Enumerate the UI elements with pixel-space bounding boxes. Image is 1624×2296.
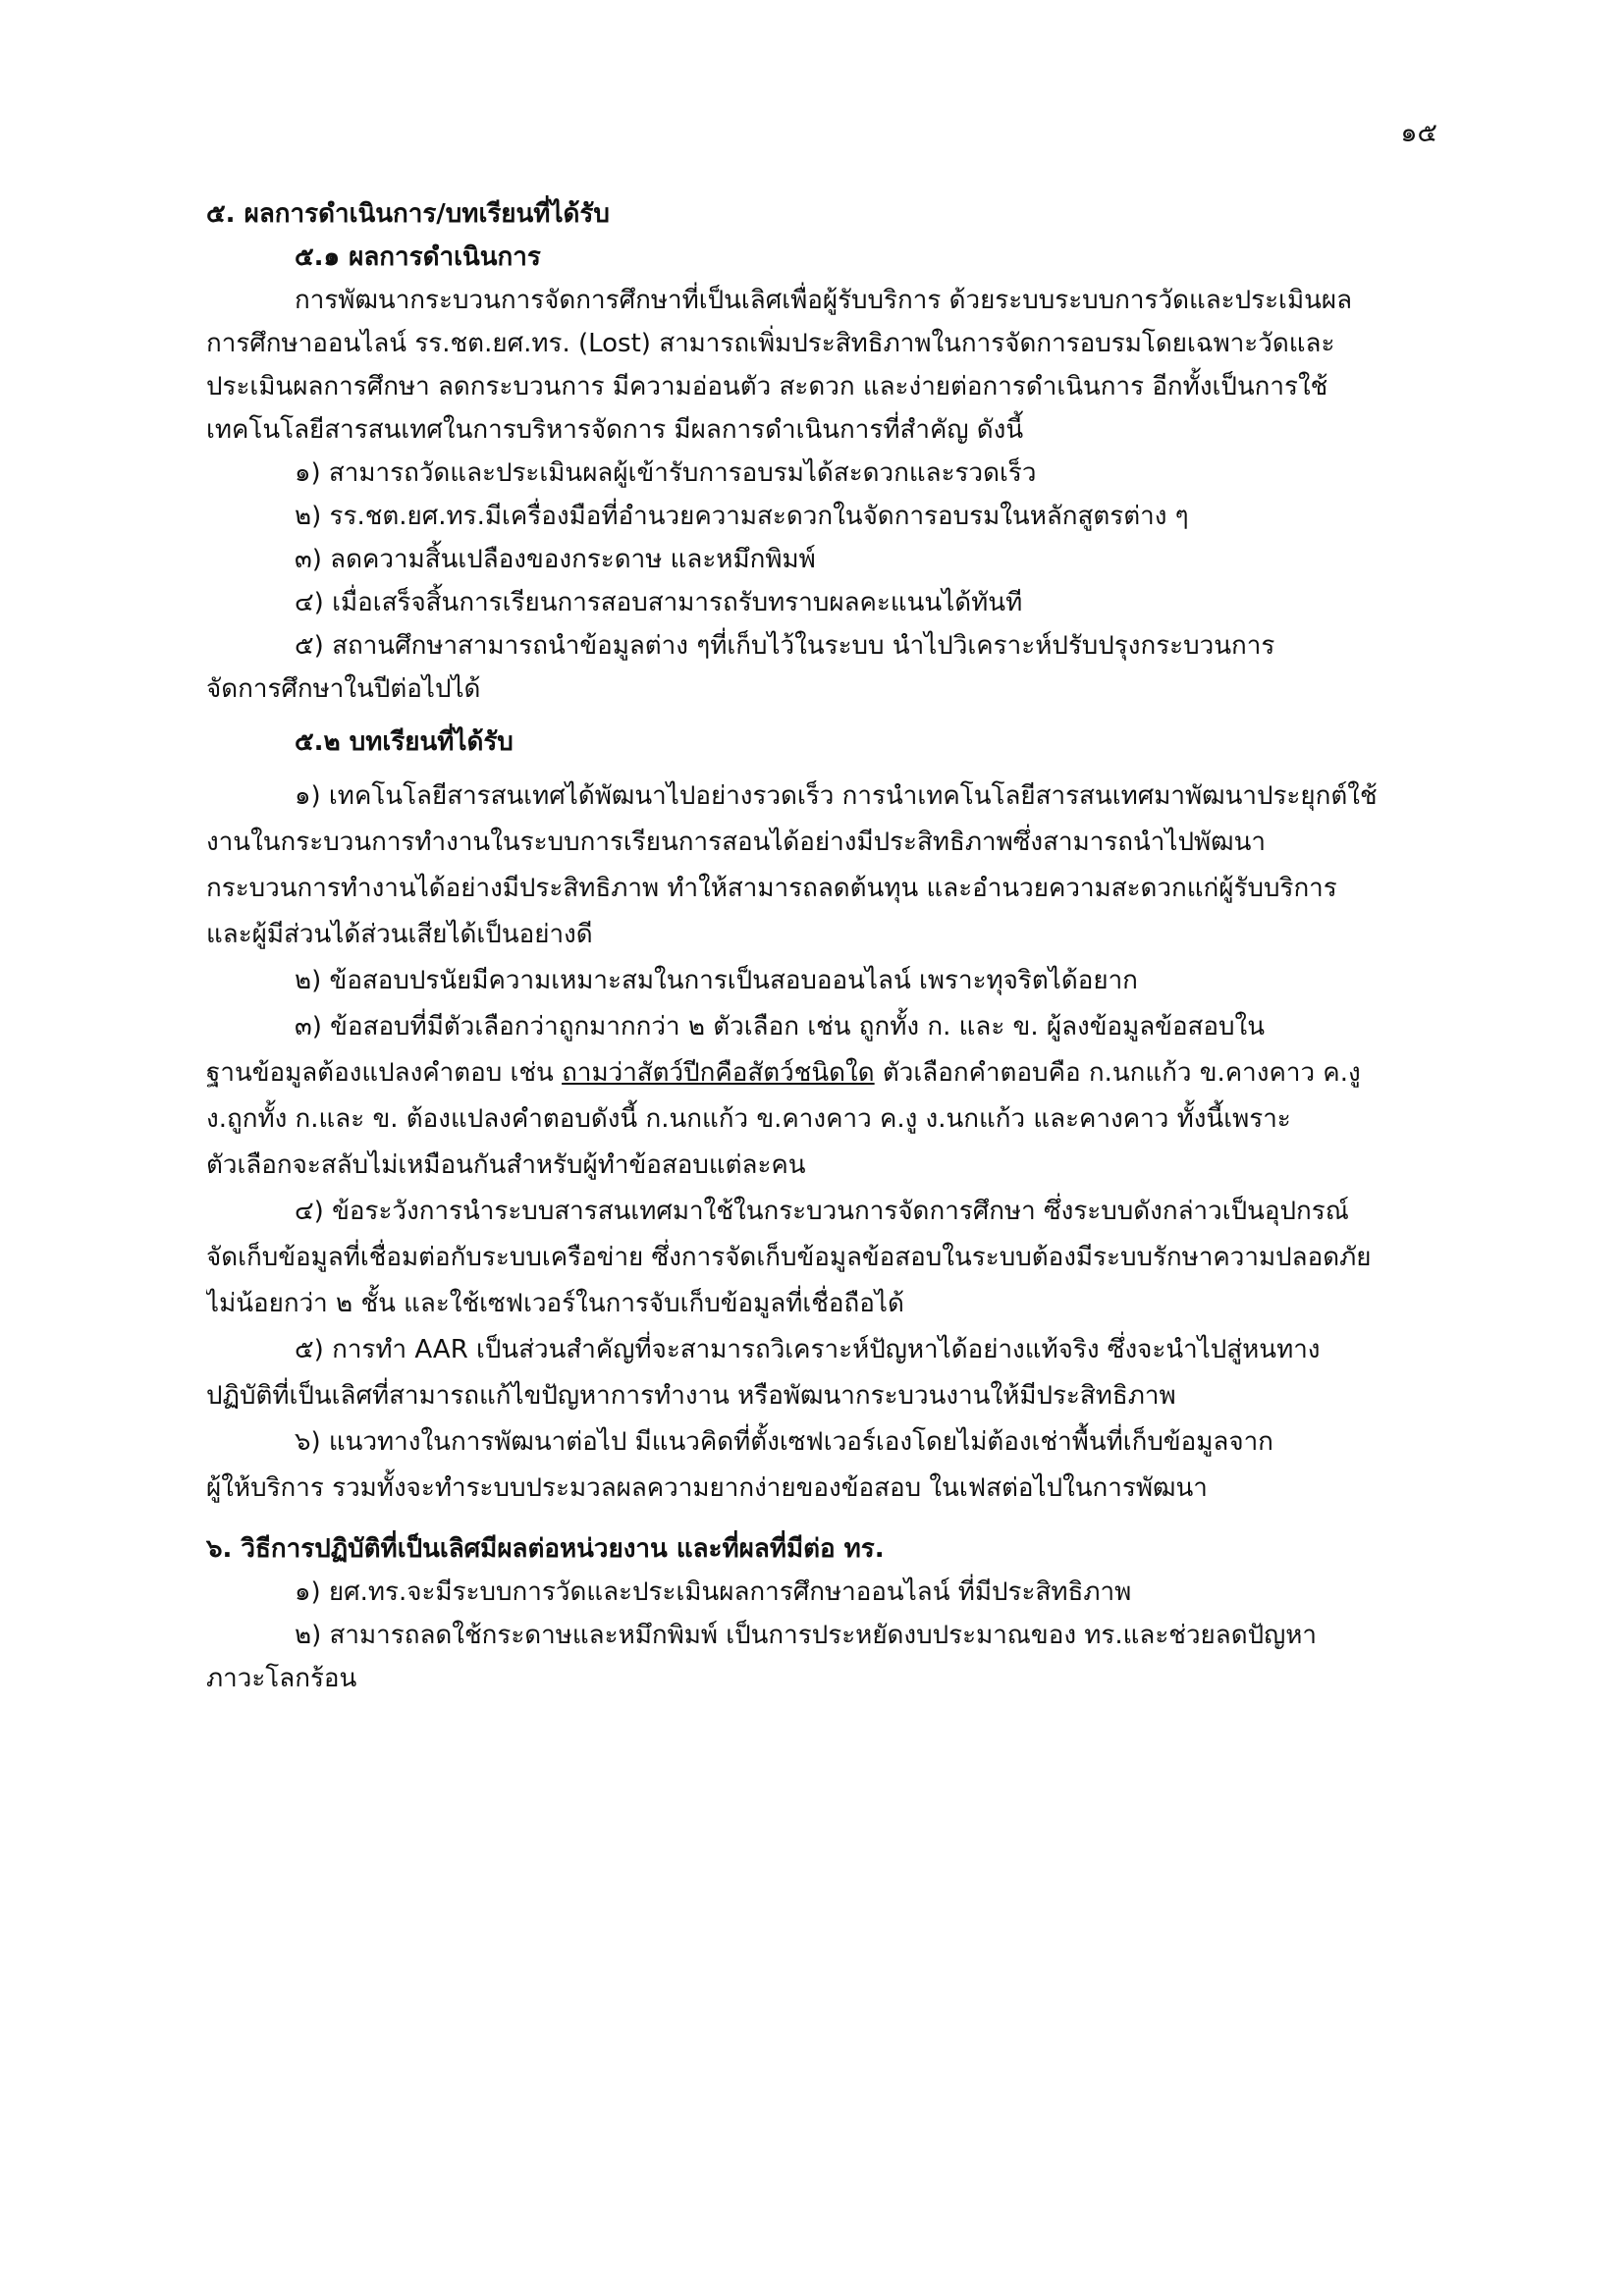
section-5-2-list: [206, 774, 1429, 1512]
list-item: ๒) สามารถลดใช้กระดาษและหมึกพิมพ์ เป็นการประหยัดงบประมาณของ ทร.และช่วยลดปัญหา: [295, 1621, 1317, 1650]
list-item-continuation: ไม่น้อยกว่า ๒ ชั้น และใช้เซฟเวอร์ในการจับเก็บข้อมูลที่เชื่อถือได้: [206, 1289, 904, 1318]
section-6-heading: ๖. วิธีการปฏิบัติที่เป็นเลิศมีผลต่อหน่วยงาน และที่ผลที่มีต่อ ทร.: [206, 1534, 885, 1564]
list-item: ๑) สามารถวัดและประเมินผลผู้เข้ารับการอบรมได้สะดวกและรวดเร็ว: [295, 458, 1037, 488]
page-number: ๑๕: [1400, 118, 1437, 148]
list-item-continuation: จัดเก็บข้อมูลที่เชื่อมต่อกับระบบเครือข่าย ซึ่งการจัดเก็บข้อมูลข้อสอบในระบบต้องมีระบบรักษาความปลอดภัย: [206, 1243, 1372, 1272]
section-5-2-heading: ๕.๒ บทเรียนที่ได้รับ: [295, 727, 514, 757]
list-item: ๔) ข้อระวังการนำระบบสารสนเทศมาใช้ในกระบวนการจัดการศึกษา ซึ่งระบบดังกล่าวเป็นอุปกรณ์: [295, 1197, 1349, 1226]
section-5-1-list: [206, 452, 1429, 711]
list-item: ๖) แนวทางในการพัฒนาต่อไป มีแนวคิดที่ตั้งเซฟเวอร์เองโดยไม่ต้องเช่าพื้นที่เก็บข้อมูลจาก: [295, 1427, 1273, 1457]
underlined-example-question: ถามว่าสัตว์ปีกคือสัตว์ชนิดใด: [562, 1058, 875, 1088]
list-item-continuation: จัดการศึกษาในปีต่อไปได้: [206, 674, 481, 704]
paragraph-line: การพัฒนากระบวนการจัดการศึกษาที่เป็นเลิศเพื่อผู้รับบริการ ด้วยระบบระบบการวัดและประเมินผล: [295, 286, 1353, 315]
section-5-heading: ๕. ผลการดำเนินการ/บทเรียนที่ได้รับ: [206, 199, 610, 229]
list-item: ๓) ลดความสิ้นเปลืองของกระดาษ และหมึกพิมพ์: [295, 545, 816, 574]
list-item: ๒) ข้อสอบปรนัยมีความเหมาะสมในการเป็นสอบออนไลน์ เพราะทุจริตได้อยาก: [295, 966, 1138, 995]
list-item: ๑) ยศ.ทร.จะมีระบบการวัดและประเมินผลการศึกษาออนไลน์ ที่มีประสิทธิภาพ: [295, 1577, 1132, 1607]
list-item-continuation: กระบวนการทำงานได้อย่างมีประสิทธิภาพ ทำให้สามารถลดต้นทุน และอำนวยความสะดวกแก่ผู้รับบริการ: [206, 874, 1337, 903]
paragraph-line: เทคโนโลยีสารสนเทศในการบริหารจัดการ มีผลการดำเนินการที่สำคัญ ดังนี้: [206, 415, 1024, 445]
list-item: ๕) การทำ AAR เป็นส่วนสำคัญที่จะสามารถวิเคราะห์ปัญหาได้อย่างแท้จริง ซึ่งจะนำไปสู่หนทาง: [295, 1335, 1321, 1364]
list-item-continuation: งานในกระบวนการทำงานในระบบการเรียนการสอนได้อย่างมีประสิทธิภาพซึ่งสามารถนำไปพัฒนา: [206, 828, 1266, 857]
list-item: ๑) เทคโนโลยีสารสนเทศได้พัฒนาไปอย่างรวดเร็ว การนำเทคโนโลยีสารสนเทศมาพัฒนาประยุกต์ใช้: [295, 781, 1378, 811]
list-item-continuation: และผู้มีส่วนได้ส่วนเสียได้เป็นอย่างดี: [206, 920, 593, 949]
list-item-continuation: ผู้ให้บริการ รวมทั้งจะทำระบบประมวลผลความยากง่ายของข้อสอบ ในเฟสต่อไปในการพัฒนา: [206, 1473, 1208, 1503]
list-item-continuation: ง.ถูกทั้ง ก.และ ข. ต้องแปลงคำตอบดังนี้ ก.นกแก้ว ข.คางคาว ค.งู ง.นกแก้ว และคางคาว ทั้งนี้เพราะ: [206, 1104, 1291, 1134]
text-segment: ตัวเลือกคำตอบคือ ก.นกแก้ว ข.คางคาว ค.งู: [874, 1058, 1361, 1088]
text-segment: ฐานข้อมูลต้องแปลงคำตอบ เช่น: [206, 1058, 563, 1088]
section-5-1-heading: ๕.๑ ผลการดำเนินการ: [295, 242, 541, 272]
list-item: ๕) สถานศึกษาสามารถนำข้อมูลต่าง ๆที่เก็บไว้ในระบบ นำไปวิเคราะห์ปรับปรุงกระบวนการ: [295, 631, 1275, 661]
list-item: ๓) ข้อสอบที่มีตัวเลือกว่าถูกมากกว่า ๒ ตัวเลือก เช่น ถูกทั้ง ก. และ ข. ผู้ลงข้อมูลข้อสอบใน: [295, 1012, 1266, 1041]
list-item-continuation: ปฏิบัติที่เป็นเลิศที่สามารถแก้ไขปัญหาการทำงาน หรือพัฒนากระบวนงานให้มีประสิทธิภาพ: [206, 1381, 1176, 1411]
list-item-continuation: ภาวะโลกร้อน: [206, 1664, 357, 1693]
paragraph-line: ประเมินผลการศึกษา ลดกระบวนการ มีความอ่อนตัว สะดวก และง่ายต่อการดำเนินการ อีกทั้งเป็นการใช้: [206, 372, 1328, 401]
section-6-list: [206, 1571, 1429, 1700]
list-item: ๒) รร.ชต.ยศ.ทร.มีเครื่องมือที่อำนวยความสะดวกในจัดการอบรมในหลักสูตรต่าง ๆ: [295, 502, 1189, 531]
document-body: [206, 192, 1429, 1700]
list-item-continuation: [206, 1050, 1429, 1096]
paragraph-line: การศึกษาออนไลน์ รร.ชต.ยศ.ทร. (Lost) สามารถเพิ่มประสิทธิภาพในการจัดการอบรมโดยเฉพาะวัดและ: [206, 329, 1335, 358]
list-item-continuation: ตัวเลือกจะสลับไม่เหมือนกันสำหรับผู้ทำข้อสอบแต่ละคน: [206, 1150, 806, 1180]
section-5-1-paragraph: [206, 279, 1429, 452]
list-item: ๔) เมื่อเสร็จสิ้นการเรียนการสอบสามารถรับทราบผลคะแนนได้ทันที: [295, 588, 1023, 617]
